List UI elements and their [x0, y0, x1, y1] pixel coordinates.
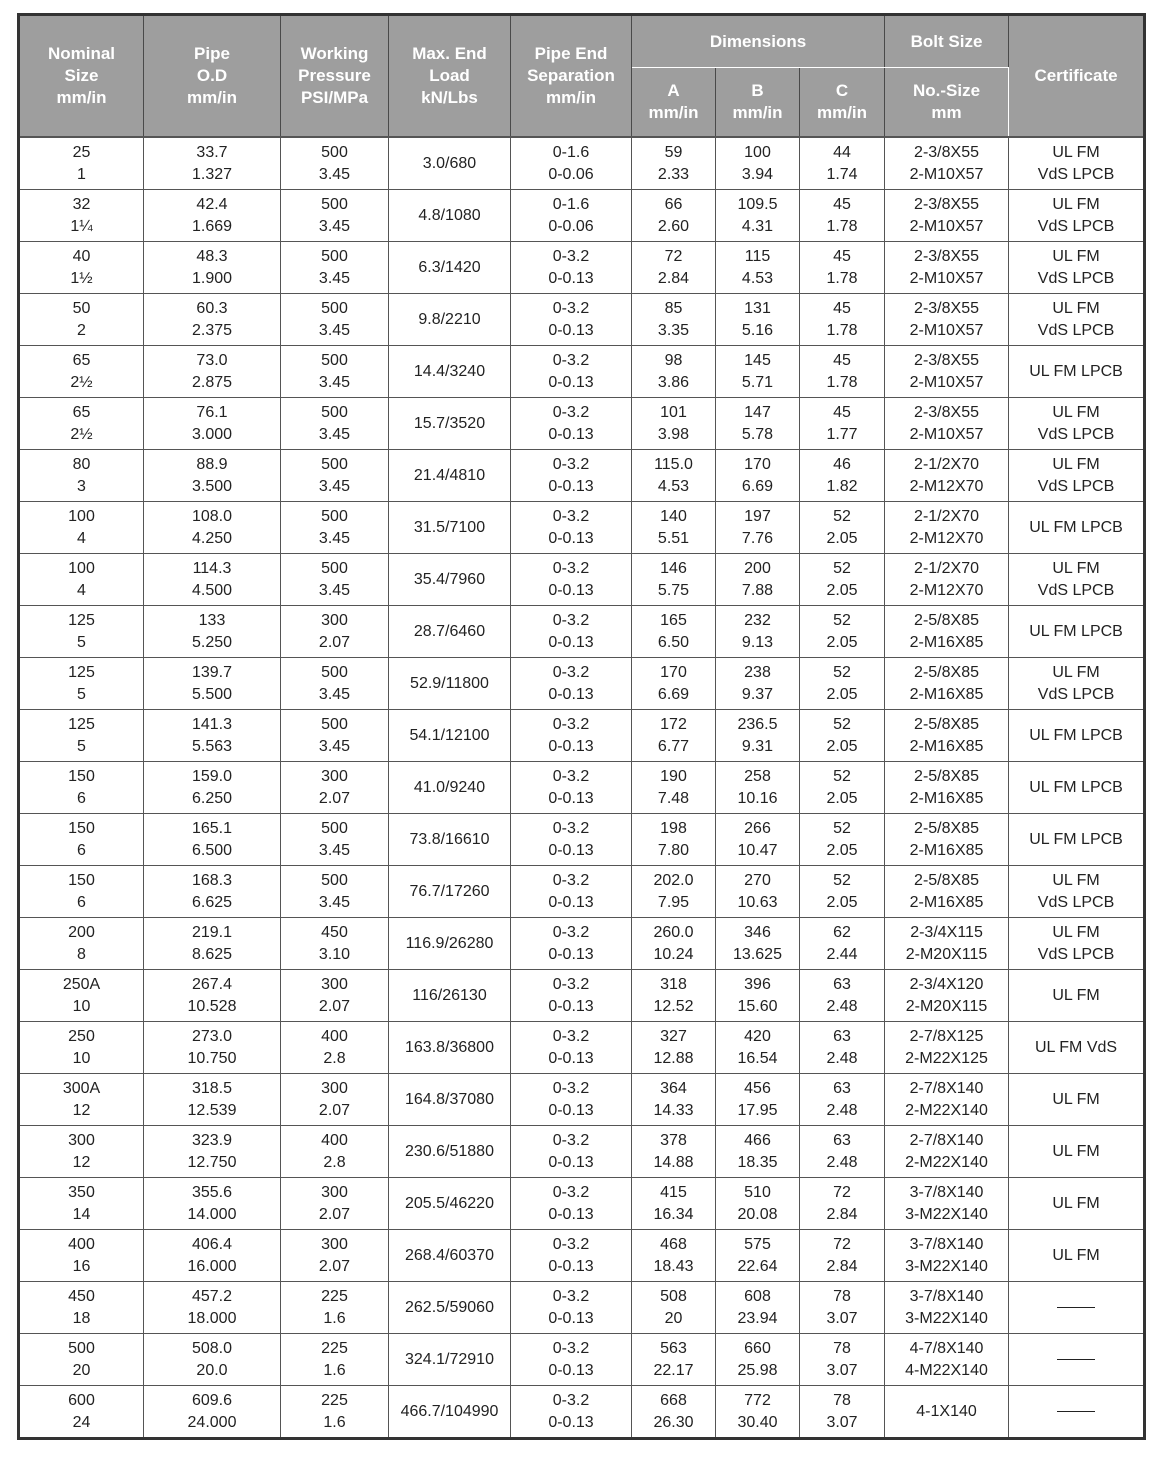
cell-nominal-size: 80 3 [19, 450, 144, 502]
cell-nominal-size: 250 10 [19, 1022, 144, 1074]
cell-certificate: UL FM [1009, 1178, 1145, 1230]
cell-certificate [1009, 1282, 1145, 1334]
cell-bolt-size: 2-5/8X85 2-M16X85 [885, 762, 1009, 814]
cell-bolt-size: 2-1/2X70 2-M12X70 [885, 554, 1009, 606]
cell-working-pressure: 450 3.10 [281, 918, 389, 970]
cell-dim-c: 63 2.48 [800, 1126, 885, 1178]
cell-dim-a: 202.0 7.95 [632, 866, 716, 918]
cell-pipe-od: 42.4 1.669 [144, 190, 281, 242]
cell-pipe-od: 318.5 12.539 [144, 1074, 281, 1126]
cell-pipe-od: 168.3 6.625 [144, 866, 281, 918]
cell-dim-c: 45 1.77 [800, 398, 885, 450]
cell-dim-b: 258 10.16 [716, 762, 800, 814]
cell-pipe-end-separation: 0-3.2 0-0.13 [511, 1074, 632, 1126]
cell-working-pressure: 500 3.45 [281, 554, 389, 606]
header-bolt-size: Bolt Size [885, 15, 1009, 68]
cell-dim-b: 660 25.98 [716, 1334, 800, 1386]
cell-working-pressure: 500 3.45 [281, 502, 389, 554]
cell-max-end-load: 164.8/37080 [389, 1074, 511, 1126]
cell-dim-a: 364 14.33 [632, 1074, 716, 1126]
cell-dim-a: 85 3.35 [632, 294, 716, 346]
cell-working-pressure: 500 3.45 [281, 242, 389, 294]
table-row [19, 658, 1145, 710]
cell-nominal-size: 150 6 [19, 814, 144, 866]
cell-max-end-load: 31.5/7100 [389, 502, 511, 554]
cell-dim-a: 101 3.98 [632, 398, 716, 450]
table-row [19, 814, 1145, 866]
cell-max-end-load: 52.9/11800 [389, 658, 511, 710]
cell-dim-b: 147 5.78 [716, 398, 800, 450]
cell-dim-a: 260.0 10.24 [632, 918, 716, 970]
cell-bolt-size: 2-3/8X55 2-M10X57 [885, 346, 1009, 398]
cell-dim-b: 131 5.16 [716, 294, 800, 346]
table-row [19, 242, 1145, 294]
spec-table [17, 13, 1146, 1440]
cell-pipe-od: 219.1 8.625 [144, 918, 281, 970]
cell-working-pressure: 300 2.07 [281, 1178, 389, 1230]
table-row [19, 1126, 1145, 1178]
table-row [19, 1074, 1145, 1126]
cell-max-end-load: 324.1/72910 [389, 1334, 511, 1386]
cell-pipe-end-separation: 0-3.2 0-0.13 [511, 918, 632, 970]
cell-nominal-size: 125 5 [19, 606, 144, 658]
cell-nominal-size: 65 2½ [19, 398, 144, 450]
cell-certificate: UL FM VdS LPCB [1009, 137, 1145, 190]
cell-certificate: UL FM [1009, 1230, 1145, 1282]
cell-dim-b: 420 16.54 [716, 1022, 800, 1074]
cell-bolt-size: 2-3/8X55 2-M10X57 [885, 190, 1009, 242]
cell-pipe-end-separation: 0-3.2 0-0.13 [511, 294, 632, 346]
header-pipe-end-separation: Pipe End Separation mm/in [511, 15, 632, 138]
cell-nominal-size: 40 1½ [19, 242, 144, 294]
cell-dim-b: 466 18.35 [716, 1126, 800, 1178]
cell-bolt-size: 2-5/8X85 2-M16X85 [885, 710, 1009, 762]
cell-working-pressure: 500 3.45 [281, 450, 389, 502]
cell-dim-a: 59 2.33 [632, 137, 716, 190]
cell-working-pressure: 500 3.45 [281, 658, 389, 710]
cell-certificate: UL FM VdS LPCB [1009, 450, 1145, 502]
cell-working-pressure: 300 2.07 [281, 970, 389, 1022]
cell-certificate: UL FM [1009, 1074, 1145, 1126]
cell-pipe-end-separation: 0-3.2 0-0.13 [511, 606, 632, 658]
cell-certificate: UL FM VdS LPCB [1009, 866, 1145, 918]
cell-working-pressure: 225 1.6 [281, 1334, 389, 1386]
cell-pipe-end-separation: 0-1.6 0-0.06 [511, 190, 632, 242]
cell-pipe-end-separation: 0-3.2 0-0.13 [511, 554, 632, 606]
cell-pipe-end-separation: 0-3.2 0-0.13 [511, 242, 632, 294]
cell-dim-b: 115 4.53 [716, 242, 800, 294]
table-row [19, 450, 1145, 502]
table-row [19, 1386, 1145, 1439]
cell-dim-c: 52 2.05 [800, 502, 885, 554]
cell-pipe-end-separation: 0-3.2 0-0.13 [511, 398, 632, 450]
cell-pipe-od: 108.0 4.250 [144, 502, 281, 554]
header-dim-a: A mm/in [632, 68, 716, 138]
cell-pipe-end-separation: 0-3.2 0-0.13 [511, 710, 632, 762]
cell-dim-c: 52 2.05 [800, 814, 885, 866]
table-row [19, 346, 1145, 398]
cell-pipe-od: 508.0 20.0 [144, 1334, 281, 1386]
cell-max-end-load: 230.6/51880 [389, 1126, 511, 1178]
cell-nominal-size: 50 2 [19, 294, 144, 346]
cell-dim-b: 170 6.69 [716, 450, 800, 502]
cell-dim-b: 456 17.95 [716, 1074, 800, 1126]
cell-working-pressure: 225 1.6 [281, 1282, 389, 1334]
table-row [19, 1178, 1145, 1230]
cell-certificate: UL FM VdS LPCB [1009, 918, 1145, 970]
cell-certificate [1009, 1334, 1145, 1386]
cell-bolt-size: 2-3/4X120 2-M20X115 [885, 970, 1009, 1022]
cell-nominal-size: 65 2½ [19, 346, 144, 398]
cell-dim-c: 72 2.84 [800, 1178, 885, 1230]
cell-dim-b: 100 3.94 [716, 137, 800, 190]
table-row [19, 1230, 1145, 1282]
cell-pipe-od: 323.9 12.750 [144, 1126, 281, 1178]
cell-dim-b: 575 22.64 [716, 1230, 800, 1282]
cell-pipe-od: 133 5.250 [144, 606, 281, 658]
cell-dim-a: 378 14.88 [632, 1126, 716, 1178]
cell-nominal-size: 150 6 [19, 762, 144, 814]
no-certificate-dash [1057, 1411, 1095, 1412]
cell-pipe-od: 609.6 24.000 [144, 1386, 281, 1439]
cell-max-end-load: 268.4/60370 [389, 1230, 511, 1282]
cell-dim-b: 238 9.37 [716, 658, 800, 710]
cell-bolt-size: 2-5/8X85 2-M16X85 [885, 866, 1009, 918]
cell-working-pressure: 400 2.8 [281, 1022, 389, 1074]
cell-certificate: UL FM LPCB [1009, 762, 1145, 814]
cell-dim-c: 78 3.07 [800, 1282, 885, 1334]
table-row [19, 502, 1145, 554]
cell-dim-c: 52 2.05 [800, 762, 885, 814]
cell-dim-c: 45 1.78 [800, 190, 885, 242]
cell-dim-c: 52 2.05 [800, 658, 885, 710]
cell-working-pressure: 300 2.07 [281, 1230, 389, 1282]
cell-dim-a: 66 2.60 [632, 190, 716, 242]
cell-dim-b: 145 5.71 [716, 346, 800, 398]
cell-certificate: UL FM LPCB [1009, 814, 1145, 866]
cell-pipe-od: 73.0 2.875 [144, 346, 281, 398]
table-row [19, 1334, 1145, 1386]
cell-max-end-load: 41.0/9240 [389, 762, 511, 814]
table-row [19, 970, 1145, 1022]
cell-max-end-load: 21.4/4810 [389, 450, 511, 502]
cell-dim-b: 200 7.88 [716, 554, 800, 606]
header-max-end-load: Max. End Load kN/Lbs [389, 15, 511, 138]
cell-pipe-od: 33.7 1.327 [144, 137, 281, 190]
cell-bolt-size: 2-3/8X55 2-M10X57 [885, 242, 1009, 294]
cell-nominal-size: 100 4 [19, 502, 144, 554]
cell-dim-c: 45 1.78 [800, 242, 885, 294]
cell-working-pressure: 300 2.07 [281, 1074, 389, 1126]
cell-dim-a: 115.0 4.53 [632, 450, 716, 502]
cell-dim-b: 197 7.76 [716, 502, 800, 554]
cell-dim-b: 270 10.63 [716, 866, 800, 918]
cell-pipe-end-separation: 0-3.2 0-0.13 [511, 1230, 632, 1282]
table-row [19, 1022, 1145, 1074]
cell-dim-a: 668 26.30 [632, 1386, 716, 1439]
cell-certificate: UL FM LPCB [1009, 710, 1145, 762]
cell-dim-a: 170 6.69 [632, 658, 716, 710]
cell-pipe-od: 114.3 4.500 [144, 554, 281, 606]
cell-certificate: UL FM VdS LPCB [1009, 658, 1145, 710]
cell-certificate: UL FM VdS LPCB [1009, 398, 1145, 450]
cell-working-pressure: 500 3.45 [281, 294, 389, 346]
cell-nominal-size: 200 8 [19, 918, 144, 970]
header-working-pressure: Working Pressure PSI/MPa [281, 15, 389, 138]
cell-nominal-size: 250A 10 [19, 970, 144, 1022]
cell-bolt-size: 2-3/4X115 2-M20X115 [885, 918, 1009, 970]
header-certificate: Certificate [1009, 15, 1145, 138]
cell-certificate: UL FM VdS LPCB [1009, 242, 1145, 294]
cell-pipe-end-separation: 0-3.2 0-0.13 [511, 1386, 632, 1439]
cell-dim-c: 62 2.44 [800, 918, 885, 970]
no-certificate-dash [1057, 1359, 1095, 1360]
cell-pipe-end-separation: 0-3.2 0-0.13 [511, 450, 632, 502]
cell-working-pressure: 500 3.45 [281, 710, 389, 762]
cell-max-end-load: 28.7/6460 [389, 606, 511, 658]
table-row [19, 554, 1145, 606]
cell-max-end-load: 73.8/16610 [389, 814, 511, 866]
cell-nominal-size: 450 18 [19, 1282, 144, 1334]
cell-bolt-size: 2-7/8X140 2-M22X140 [885, 1126, 1009, 1178]
cell-bolt-size: 2-3/8X55 2-M10X57 [885, 294, 1009, 346]
cell-pipe-od: 457.2 18.000 [144, 1282, 281, 1334]
cell-dim-a: 172 6.77 [632, 710, 716, 762]
cell-nominal-size: 300 12 [19, 1126, 144, 1178]
cell-max-end-load: 163.8/36800 [389, 1022, 511, 1074]
cell-pipe-od: 406.4 16.000 [144, 1230, 281, 1282]
cell-certificate: UL FM [1009, 970, 1145, 1022]
cell-pipe-end-separation: 0-3.2 0-0.13 [511, 1334, 632, 1386]
cell-max-end-load: 262.5/59060 [389, 1282, 511, 1334]
cell-pipe-end-separation: 0-3.2 0-0.13 [511, 658, 632, 710]
cell-dim-a: 72 2.84 [632, 242, 716, 294]
cell-max-end-load: 14.4/3240 [389, 346, 511, 398]
cell-bolt-size: 4-1X140 [885, 1386, 1009, 1439]
cell-pipe-end-separation: 0-3.2 0-0.13 [511, 1022, 632, 1074]
cell-bolt-size: 2-3/8X55 2-M10X57 [885, 137, 1009, 190]
cell-dim-c: 45 1.78 [800, 294, 885, 346]
cell-nominal-size: 350 14 [19, 1178, 144, 1230]
cell-dim-a: 508 20 [632, 1282, 716, 1334]
cell-max-end-load: 35.4/7960 [389, 554, 511, 606]
cell-dim-b: 109.5 4.31 [716, 190, 800, 242]
cell-pipe-od: 88.9 3.500 [144, 450, 281, 502]
cell-working-pressure: 400 2.8 [281, 1126, 389, 1178]
cell-max-end-load: 466.7/104990 [389, 1386, 511, 1439]
table-row [19, 294, 1145, 346]
cell-pipe-od: 267.4 10.528 [144, 970, 281, 1022]
table-row [19, 398, 1145, 450]
cell-dim-b: 510 20.08 [716, 1178, 800, 1230]
cell-dim-b: 608 23.94 [716, 1282, 800, 1334]
cell-dim-a: 415 16.34 [632, 1178, 716, 1230]
cell-pipe-end-separation: 0-3.2 0-0.13 [511, 814, 632, 866]
cell-working-pressure: 500 3.45 [281, 814, 389, 866]
cell-certificate: UL FM VdS LPCB [1009, 554, 1145, 606]
cell-dim-a: 198 7.80 [632, 814, 716, 866]
cell-max-end-load: 116.9/26280 [389, 918, 511, 970]
cell-max-end-load: 15.7/3520 [389, 398, 511, 450]
cell-pipe-od: 273.0 10.750 [144, 1022, 281, 1074]
cell-working-pressure: 500 3.45 [281, 398, 389, 450]
cell-working-pressure: 500 3.45 [281, 137, 389, 190]
cell-working-pressure: 225 1.6 [281, 1386, 389, 1439]
cell-dim-c: 63 2.48 [800, 1074, 885, 1126]
table-row [19, 137, 1145, 190]
cell-max-end-load: 6.3/1420 [389, 242, 511, 294]
cell-dim-a: 165 6.50 [632, 606, 716, 658]
cell-pipe-end-separation: 0-1.6 0-0.06 [511, 137, 632, 190]
cell-bolt-size: 2-5/8X85 2-M16X85 [885, 814, 1009, 866]
table-row [19, 190, 1145, 242]
cell-max-end-load: 76.7/17260 [389, 866, 511, 918]
cell-dim-c: 45 1.78 [800, 346, 885, 398]
cell-dim-a: 140 5.51 [632, 502, 716, 554]
cell-dim-b: 236.5 9.31 [716, 710, 800, 762]
header-pipe-od: Pipe O.D mm/in [144, 15, 281, 138]
cell-dim-b: 772 30.40 [716, 1386, 800, 1439]
cell-pipe-end-separation: 0-3.2 0-0.13 [511, 346, 632, 398]
cell-bolt-size: 2-1/2X70 2-M12X70 [885, 450, 1009, 502]
cell-dim-c: 63 2.48 [800, 970, 885, 1022]
cell-bolt-size: 2-7/8X140 2-M22X140 [885, 1074, 1009, 1126]
table-row [19, 710, 1145, 762]
cell-pipe-end-separation: 0-3.2 0-0.13 [511, 502, 632, 554]
header-dim-b: B mm/in [716, 68, 800, 138]
cell-pipe-end-separation: 0-3.2 0-0.13 [511, 1282, 632, 1334]
cell-bolt-size: 3-7/8X140 3-M22X140 [885, 1178, 1009, 1230]
cell-certificate: UL FM LPCB [1009, 346, 1145, 398]
table-row [19, 606, 1145, 658]
cell-dim-c: 63 2.48 [800, 1022, 885, 1074]
cell-dim-c: 52 2.05 [800, 606, 885, 658]
cell-dim-b: 232 9.13 [716, 606, 800, 658]
cell-nominal-size: 32 1¼ [19, 190, 144, 242]
cell-nominal-size: 100 4 [19, 554, 144, 606]
cell-certificate [1009, 1386, 1145, 1439]
cell-bolt-size: 2-3/8X55 2-M10X57 [885, 398, 1009, 450]
cell-pipe-end-separation: 0-3.2 0-0.13 [511, 970, 632, 1022]
cell-nominal-size: 125 5 [19, 710, 144, 762]
table-row [19, 866, 1145, 918]
cell-dim-a: 190 7.48 [632, 762, 716, 814]
cell-dim-b: 266 10.47 [716, 814, 800, 866]
table-body [19, 137, 1145, 1439]
cell-dim-a: 146 5.75 [632, 554, 716, 606]
cell-pipe-od: 141.3 5.563 [144, 710, 281, 762]
cell-max-end-load: 3.0/680 [389, 137, 511, 190]
cell-bolt-size: 2-5/8X85 2-M16X85 [885, 606, 1009, 658]
cell-pipe-od: 76.1 3.000 [144, 398, 281, 450]
cell-dim-b: 396 15.60 [716, 970, 800, 1022]
header-nominal-size: Nominal Size mm/in [19, 15, 144, 138]
cell-nominal-size: 25 1 [19, 137, 144, 190]
cell-certificate: UL FM LPCB [1009, 606, 1145, 658]
cell-nominal-size: 300A 12 [19, 1074, 144, 1126]
cell-pipe-od: 139.7 5.500 [144, 658, 281, 710]
cell-dim-c: 72 2.84 [800, 1230, 885, 1282]
cell-max-end-load: 9.8/2210 [389, 294, 511, 346]
cell-pipe-od: 165.1 6.500 [144, 814, 281, 866]
cell-nominal-size: 600 24 [19, 1386, 144, 1439]
cell-dim-a: 327 12.88 [632, 1022, 716, 1074]
table-row [19, 1282, 1145, 1334]
cell-max-end-load: 205.5/46220 [389, 1178, 511, 1230]
cell-certificate: UL FM VdS LPCB [1009, 294, 1145, 346]
cell-dim-a: 318 12.52 [632, 970, 716, 1022]
cell-working-pressure: 300 2.07 [281, 762, 389, 814]
cell-bolt-size: 2-5/8X85 2-M16X85 [885, 658, 1009, 710]
cell-max-end-load: 116/26130 [389, 970, 511, 1022]
no-certificate-dash [1057, 1307, 1095, 1308]
cell-dim-c: 78 3.07 [800, 1386, 885, 1439]
cell-working-pressure: 300 2.07 [281, 606, 389, 658]
cell-pipe-end-separation: 0-3.2 0-0.13 [511, 1126, 632, 1178]
cell-bolt-size: 3-7/8X140 3-M22X140 [885, 1282, 1009, 1334]
cell-nominal-size: 400 16 [19, 1230, 144, 1282]
cell-certificate: UL FM VdS [1009, 1022, 1145, 1074]
cell-bolt-size: 3-7/8X140 3-M22X140 [885, 1230, 1009, 1282]
cell-certificate: UL FM VdS LPCB [1009, 190, 1145, 242]
header-bolt-no-size: No.-Size mm [885, 68, 1009, 138]
cell-nominal-size: 150 6 [19, 866, 144, 918]
cell-pipe-end-separation: 0-3.2 0-0.13 [511, 762, 632, 814]
cell-dim-c: 52 2.05 [800, 866, 885, 918]
cell-dim-c: 52 2.05 [800, 554, 885, 606]
cell-pipe-od: 355.6 14.000 [144, 1178, 281, 1230]
cell-pipe-od: 159.0 6.250 [144, 762, 281, 814]
cell-pipe-od: 48.3 1.900 [144, 242, 281, 294]
cell-pipe-end-separation: 0-3.2 0-0.13 [511, 1178, 632, 1230]
cell-dim-c: 46 1.82 [800, 450, 885, 502]
cell-dim-b: 346 13.625 [716, 918, 800, 970]
cell-certificate: UL FM LPCB [1009, 502, 1145, 554]
cell-pipe-od: 60.3 2.375 [144, 294, 281, 346]
cell-bolt-size: 4-7/8X140 4-M22X140 [885, 1334, 1009, 1386]
cell-nominal-size: 500 20 [19, 1334, 144, 1386]
cell-bolt-size: 2-1/2X70 2-M12X70 [885, 502, 1009, 554]
cell-dim-c: 78 3.07 [800, 1334, 885, 1386]
table-header [19, 15, 1145, 138]
header-dimensions: Dimensions [632, 15, 885, 68]
cell-dim-a: 563 22.17 [632, 1334, 716, 1386]
cell-working-pressure: 500 3.45 [281, 346, 389, 398]
cell-bolt-size: 2-7/8X125 2-M22X125 [885, 1022, 1009, 1074]
cell-dim-a: 468 18.43 [632, 1230, 716, 1282]
cell-nominal-size: 125 5 [19, 658, 144, 710]
cell-certificate: UL FM [1009, 1126, 1145, 1178]
cell-max-end-load: 4.8/1080 [389, 190, 511, 242]
cell-dim-a: 98 3.86 [632, 346, 716, 398]
table-row [19, 762, 1145, 814]
cell-max-end-load: 54.1/12100 [389, 710, 511, 762]
cell-pipe-end-separation: 0-3.2 0-0.13 [511, 866, 632, 918]
table-row [19, 918, 1145, 970]
cell-working-pressure: 500 3.45 [281, 866, 389, 918]
cell-dim-c: 44 1.74 [800, 137, 885, 190]
header-dim-c: C mm/in [800, 68, 885, 138]
cell-working-pressure: 500 3.45 [281, 190, 389, 242]
cell-dim-c: 52 2.05 [800, 710, 885, 762]
